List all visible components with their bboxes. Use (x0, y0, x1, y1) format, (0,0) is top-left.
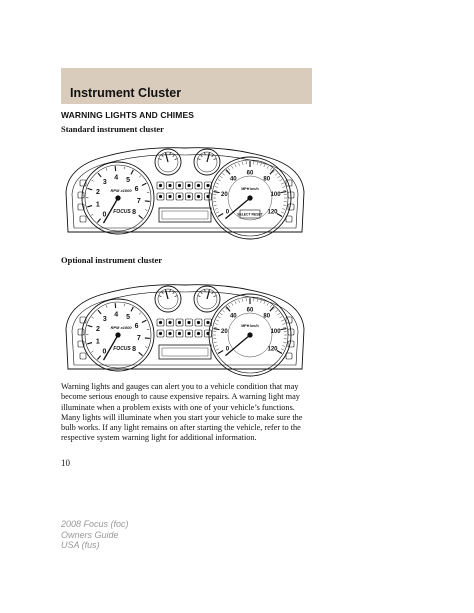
speed-unit-label: MPH km/h (241, 187, 259, 191)
speed-tick-label: 120 (267, 209, 278, 216)
tach-tick-label: 6 (134, 322, 139, 330)
warning-light-panel (157, 182, 212, 222)
cluster-svg (60, 140, 310, 240)
tach-tick-label: 3 (102, 316, 107, 324)
body-text: Warning lights and gauges can alert you to a vehicle condition that may become serious enough to cause expensive repairs. A warning light may illuminate when a problem exists with one of your vehicle’s functions. Many lights will illuminate when you start your vehicle to make sure the bulb works. If any light remains on after starting the vehicle, refer to the respective system warning light for additional information. (61, 382, 303, 443)
tach-tick-label: 7 (136, 334, 141, 342)
speedometer (209, 157, 291, 239)
speed-unit-label: MPH km/h (241, 324, 259, 328)
indicator-icon (80, 216, 86, 222)
tach-tick-label: 5 (126, 314, 131, 322)
speed-tick (281, 329, 287, 330)
page-title: Instrument Cluster (70, 86, 182, 100)
speed-tick-label: 100 (270, 191, 281, 198)
fuel-gauge (194, 149, 220, 175)
tach-tick-label: 1 (95, 338, 100, 346)
speed-tick-label: 20 (221, 191, 228, 198)
section-heading: WARNING LIGHTS AND CHIMES (61, 110, 194, 120)
indicator-icon (288, 204, 294, 210)
indicator-icon (78, 329, 84, 335)
footer (61, 519, 129, 551)
indicator-icon (286, 216, 292, 222)
tach-tick-label: 7 (136, 197, 141, 205)
tach-tick-label: 4 (114, 174, 119, 182)
speed-tick-label: 0 (225, 209, 230, 216)
tach-tick (98, 173, 101, 177)
speed-tick-label: 0 (225, 346, 230, 353)
tach-tick-label: 4 (114, 311, 119, 319)
indicator-icon (80, 353, 86, 359)
footer-line-guide: Owners Guide (61, 529, 119, 540)
tach-tick (139, 352, 143, 355)
tach-tick-label: 2 (96, 326, 100, 334)
speed-tick-label: 40 (229, 313, 237, 320)
speedometer (209, 294, 291, 376)
cluster-svg (60, 277, 310, 377)
tach-unit-label: RPM x1000 (110, 188, 132, 193)
speed-tick-label: 40 (229, 176, 237, 183)
standard-cluster-caption: Standard instrument cluster (61, 124, 164, 134)
speed-tick-label: 80 (263, 176, 271, 183)
speed-tick (277, 351, 282, 354)
tach-tick-label: 3 (102, 179, 107, 187)
speed-tick (277, 214, 282, 217)
side-indicators (78, 317, 294, 359)
tach-tick (145, 338, 150, 339)
speed-tick (281, 192, 287, 193)
standard-cluster-illustration (60, 140, 310, 240)
body-paragraph (61, 382, 316, 444)
tach-unit-label: RPM x1000 (110, 325, 132, 330)
odometer-display (159, 345, 211, 359)
optional-cluster-caption: Optional instrument cluster (61, 255, 163, 265)
tach-tick (87, 188, 92, 190)
speed-tick-label: 20 (221, 328, 228, 335)
odometer-display (159, 208, 211, 222)
select-reset-label: SELECT RESET (237, 212, 263, 217)
tach-tick-label: 1 (95, 201, 100, 209)
speed-tick (218, 214, 223, 217)
speed-tick (214, 329, 220, 330)
optional-cluster-illustration (60, 277, 310, 377)
tach-tick (139, 215, 143, 218)
indicator-icon (286, 353, 292, 359)
indicator-icon (288, 341, 294, 347)
tach-tick (142, 320, 146, 322)
footer-line-model: 2008 Focus (foc) (61, 519, 129, 529)
tach-tick-label: 2 (96, 189, 100, 197)
speed-tick (218, 351, 223, 354)
indicator-icon (78, 192, 84, 198)
brand-label: FOCUS (113, 346, 131, 352)
tach-tick (87, 343, 92, 344)
tach-tick (145, 201, 150, 202)
footer-line-region: USA (fus) (61, 540, 100, 551)
tach-tick (87, 206, 92, 207)
tach-tick (98, 310, 101, 314)
speed-tick-label: 120 (267, 346, 278, 353)
tach-tick-label: 5 (126, 177, 131, 185)
tach-tick (87, 325, 92, 327)
speed-tick-label: 60 (246, 307, 254, 314)
tach-tick-label: 6 (134, 185, 139, 193)
tach-tick (131, 307, 133, 311)
tach-tick-label: 8 (132, 208, 137, 216)
tach-tick (142, 183, 146, 185)
speed-needle (225, 335, 250, 356)
tach-tick (131, 170, 133, 174)
temp-gauge (155, 286, 181, 312)
warning-light-panel (157, 319, 212, 359)
page-number: 10 (61, 458, 70, 468)
tach-tick (97, 356, 100, 360)
speed-tick-label: 60 (246, 170, 254, 177)
speed-tick-label: 80 (263, 313, 271, 320)
fuel-gauge (194, 286, 220, 312)
tach-tick-label: 8 (132, 345, 137, 353)
speed-tick-label: 100 (270, 328, 281, 335)
tach-tick-label: 0 (102, 348, 107, 356)
tachometer (82, 162, 154, 234)
tach-tick-label: 0 (102, 211, 107, 219)
cluster-housing (66, 285, 304, 369)
brand-label: FOCUS (113, 209, 131, 215)
tach-tick (97, 219, 100, 223)
tachometer (82, 299, 154, 371)
temp-gauge (155, 149, 181, 175)
speed-tick (214, 192, 220, 193)
cluster-housing (66, 148, 304, 232)
